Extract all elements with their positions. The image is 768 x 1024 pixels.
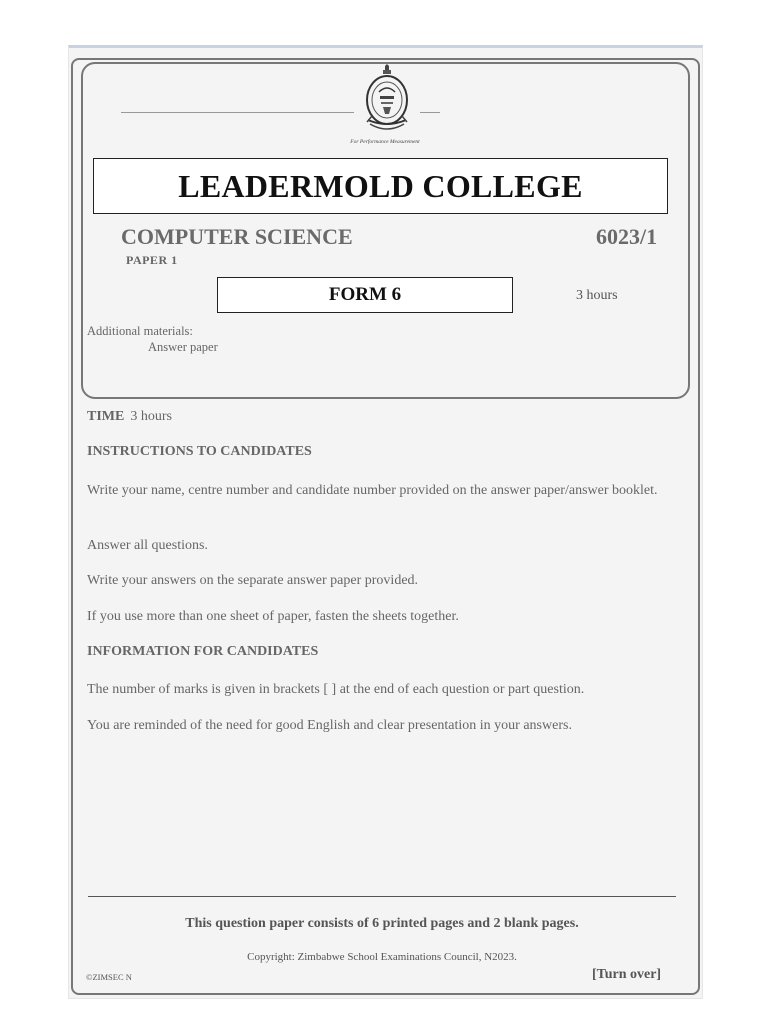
crest-emblem-icon — [356, 64, 418, 138]
college-name-box — [93, 158, 668, 214]
time-label: TIME — [87, 409, 125, 424]
turn-over-label: [Turn over] — [592, 967, 662, 982]
pages-note: This question paper consists of 6 printed pages and 2 blank pages. — [185, 916, 579, 931]
instruction-item: Answer all questions. — [87, 538, 208, 553]
information-heading: INFORMATION FOR CANDIDATES — [87, 644, 319, 659]
time-value: 3 hours — [130, 409, 172, 424]
college-name: LEADERMOLD COLLEGE — [178, 167, 583, 204]
exam-duration: 3 hours — [576, 288, 618, 303]
copyright-notice: Copyright: Zimbabwe School Examinations Council, N2023. — [247, 951, 517, 963]
header-rule-left — [121, 112, 354, 113]
instruction-item: Write your name, centre number and candidate number provided on the answer paper/answer booklet. — [87, 483, 658, 498]
additional-materials-label: Additional materials: — [87, 324, 193, 338]
instruction-item: If you use more than one sheet of paper, fasten the sheets together. — [87, 609, 459, 624]
paper-code: 6023/1 — [596, 224, 658, 249]
instruction-item: Write your answers on the separate answer paper provided. — [87, 573, 419, 588]
instructions-heading: INSTRUCTIONS TO CANDIDATES — [87, 444, 312, 459]
time-allowed — [87, 409, 172, 425]
form-level: FORM 6 — [328, 284, 402, 305]
crest-motto: For Performance Measurement — [350, 139, 420, 145]
additional-materials-value: Answer paper — [148, 340, 218, 354]
header-rule-right — [420, 112, 440, 113]
subject-title: COMPUTER SCIENCE — [121, 224, 353, 249]
footer-divider — [88, 896, 676, 897]
paper-number: PAPER 1 — [126, 253, 178, 267]
zimsec-code: ©ZIMSEC N — [86, 972, 132, 982]
form-level-box — [217, 277, 513, 313]
information-item: The number of marks is given in brackets [ ] at the end of each question or part question. — [87, 682, 585, 697]
information-item: You are reminded of the need for good English and clear presentation in your answers. — [87, 718, 572, 733]
